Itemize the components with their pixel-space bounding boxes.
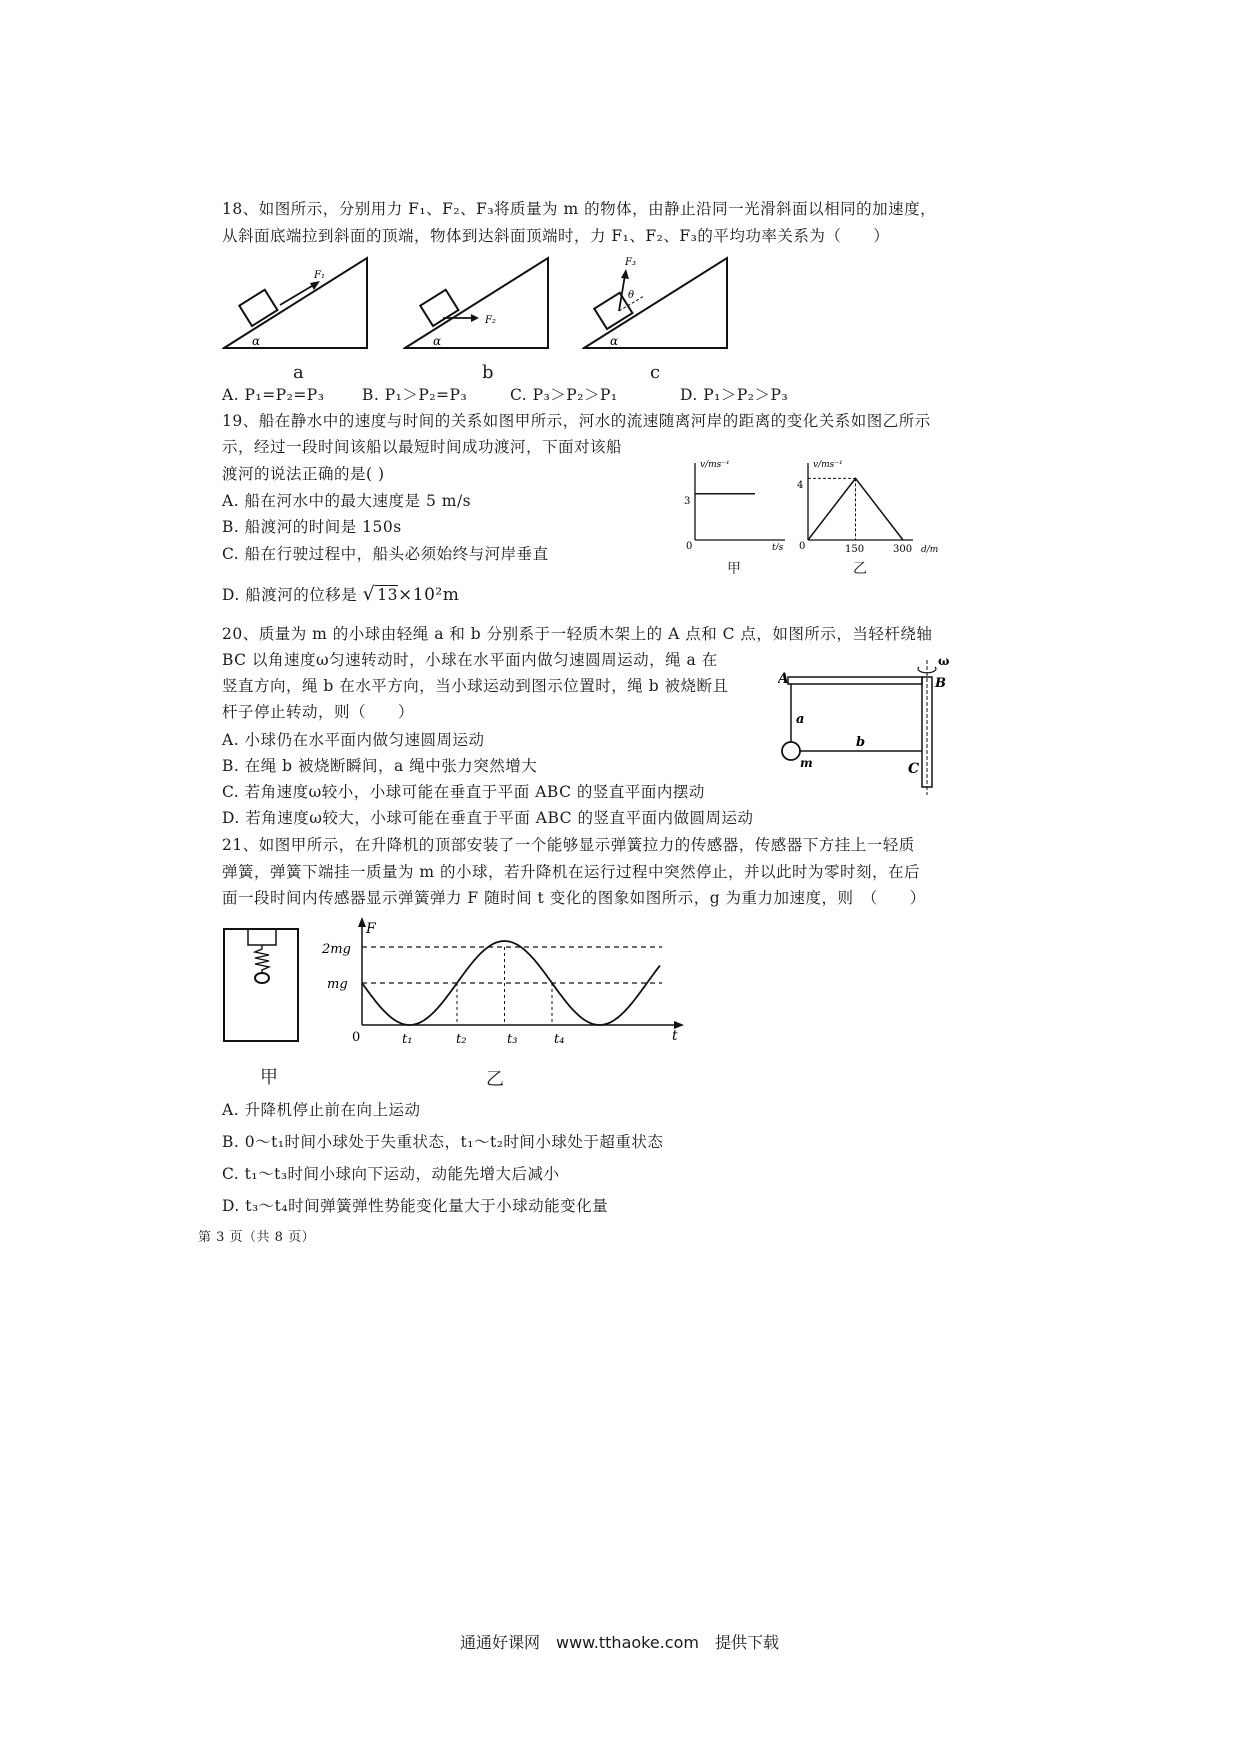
q19-chart-yi	[793, 455, 948, 555]
jia-caption: 甲	[727, 561, 741, 577]
rope-a-label: a	[796, 712, 805, 727]
point-a-label: A	[778, 671, 789, 687]
q20-option-b: B. 在绳 b 被烧断瞬间，a 绳中张力突然增大	[222, 757, 538, 775]
q19-option-a: A. 船在河水中的最大速度是 5 m/s	[222, 492, 472, 510]
q18-figure-a	[222, 253, 372, 353]
yi-xtick-150: 150	[845, 544, 865, 555]
f1-label: F₁	[314, 270, 325, 281]
ft-origin: 0	[352, 1030, 361, 1045]
ft-xlabel: t	[672, 1028, 678, 1044]
q20-figure	[778, 655, 953, 797]
ft-ytick-2mg: 2mg	[322, 942, 351, 957]
q18-option-b: B. P₁＞P₂=P₃	[362, 386, 468, 404]
q20-option-a: A. 小球仍在水平面内做匀速圆周运动	[222, 731, 485, 749]
q21-option-d: D. t₃～t₄时间弹簧弹性势能变化量大于小球动能变化量	[222, 1197, 609, 1215]
q19-option-d: D. 船渡河的位移是 √ 13×10²m	[222, 583, 460, 605]
q21-option-b: B. 0～t₁时间小球处于失重状态，t₁～t₂时间小球处于超重状态	[222, 1133, 664, 1151]
q21-stem-line1: 21、如图甲所示，在升降机的顶部安装了一个能够显示弹簧拉力的传感器，传感器下方挂上一轻质	[222, 836, 915, 854]
q20-option-d: D. 若角速度ω较大，小球可能在垂直于平面 ABC 的竖直平面内做圆周运动	[222, 809, 754, 827]
yi-ytick: 4	[797, 480, 804, 491]
point-c-label: C	[908, 761, 920, 777]
q21-elevator-figure	[222, 927, 302, 1045]
q21-caption-jia: 甲	[260, 1067, 278, 1088]
q21-option-c: C. t₁～t₃时间小球向下运动，动能先增大后减小	[222, 1165, 560, 1183]
theta-label: θ	[628, 290, 635, 301]
page-number: 第 3 页（共 8 页）	[198, 1230, 316, 1245]
q21-force-chart	[322, 915, 692, 1055]
q19-option-d-suffix: ×10²m	[398, 585, 460, 605]
ft-xtick-t2: t₂	[456, 1032, 467, 1047]
q19-stem-line3: 渡河的说法正确的是( )	[222, 465, 385, 483]
omega-label: ω	[938, 655, 950, 668]
q18-stem-line2: 从斜面底端拉到斜面的顶端，物体到达斜面顶端时，力 F₁、F₂、F₃的平均功率关系为（ ）	[222, 227, 890, 245]
q21-stem-line3: 面一段时间内传感器显示弹簧弹力 F 随时间 t 变化的图象如图所示，g 为重力加速度，则 （ ）	[222, 889, 926, 907]
yi-caption: 乙	[853, 561, 867, 577]
q18-figure-c	[582, 253, 732, 353]
q18-caption-a: a	[293, 362, 304, 383]
q18-figure-b	[403, 253, 553, 353]
ft-ylabel: F	[366, 921, 376, 937]
ball	[782, 742, 800, 760]
yi-origin: 0	[799, 541, 806, 552]
q19-stem-line2: 示，经过一段时间该船以最短时间成功渡河，下面对该船	[222, 438, 623, 456]
mass-label: m	[800, 756, 813, 770]
point-b-label: B	[935, 676, 946, 691]
ft-y-arrow	[358, 917, 366, 927]
q20-stem-line1: 20、质量为 m 的小球由轻绳 a 和 b 分别系于一轻质木架上的 A 点和 C 点，如图所示，当轻杆绕轴	[222, 625, 933, 643]
yi-xlabel: d/m	[921, 545, 939, 555]
q18-option-a: A. P₁=P₂=P₃	[222, 386, 325, 404]
q20-option-c: C. 若角速度ω较小，小球可能在垂直于平面 ABC 的竖直平面内摆动	[222, 783, 705, 801]
q18-stem-line1: 18、如图所示，分别用力 F₁、F₂、F₃将质量为 m 的物体，由静止沿同一光滑斜面以相同的加速度，	[222, 200, 937, 218]
q18-caption-b: b	[482, 362, 494, 383]
q19-chart-jia	[680, 455, 790, 550]
yi-xtick-300: 300	[893, 544, 913, 555]
q20-stem-line3: 竖直方向，绳 b 在水平方向，当小球运动到图示位置时，绳 b 被烧断且	[222, 677, 729, 695]
q21-caption-yi: 乙	[486, 1069, 504, 1090]
ft-ytick-mg: mg	[327, 977, 348, 992]
rope-b-label: b	[856, 735, 866, 750]
alpha-label-a: α	[252, 334, 261, 348]
q20-stem-line2: BC 以角速度ω匀速转动时，小球在水平面内做匀速圆周运动，绳 a 在	[222, 651, 718, 669]
jia-ytick: 3	[684, 496, 691, 507]
f2-label: F₂	[485, 315, 496, 326]
footer-text: 通通好课网 www.tthaoke.com 提供下载	[460, 1633, 779, 1652]
q19-stem-line1: 19、船在静水中的速度与时间的关系如图甲所示，河水的流速随离河岸的距离的变化关系如图乙所示	[222, 412, 931, 430]
q21-option-a: A. 升降机停止前在向上运动	[222, 1101, 421, 1119]
q18-option-c: C. P₃＞P₂＞P₁	[510, 386, 618, 404]
f3-label: F₃	[625, 257, 636, 268]
q21-stem-line2: 弹簧，弹簧下端挂一质量为 m 的小球，若升降机在运行过程中突然停止，并以此时为零时刻，在后	[222, 863, 921, 881]
q19-option-d-prefix: D. 船渡河的位移是	[222, 586, 358, 604]
ft-xtick-t3: t₃	[507, 1032, 518, 1047]
alpha-label-b: α	[433, 334, 442, 348]
yi-ylabel: v/ms⁻¹	[813, 460, 843, 470]
q18-option-d: D. P₁＞P₂＞P₃	[680, 386, 789, 404]
ft-xtick-t1: t₁	[402, 1032, 413, 1047]
ft-xtick-t4: t₄	[554, 1032, 565, 1047]
jia-origin: 0	[686, 541, 693, 550]
alpha-label-c: α	[610, 334, 619, 348]
jia-xlabel: t/s	[772, 543, 784, 550]
q19-option-d-radicand: 13	[377, 586, 399, 604]
q19-option-c: C. 船在行驶过程中，船头必须始终与河岸垂直	[222, 545, 549, 563]
jia-ylabel: v/ms⁻¹	[700, 460, 730, 470]
q18-caption-c: c	[650, 362, 661, 383]
q20-stem-line4: 杆子停止转动，则（ ）	[222, 703, 415, 721]
q19-option-b: B. 船渡河的时间是 150s	[222, 518, 402, 536]
